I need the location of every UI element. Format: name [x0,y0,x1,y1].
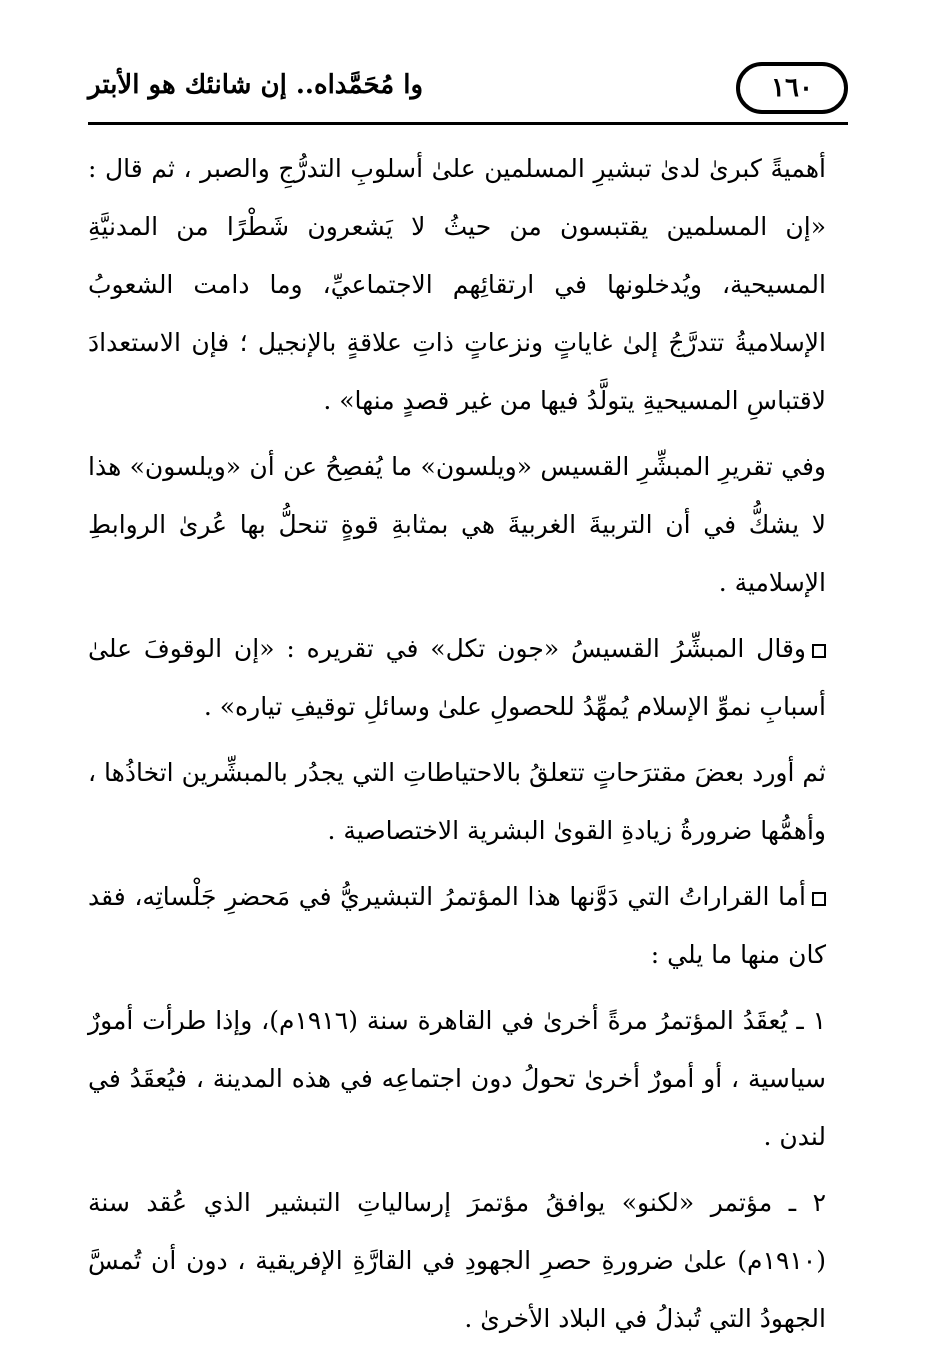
running-title: وا مُحَمَّداه.. إن شانئك هو الأبتر [88,70,424,100]
square-bullet-icon [812,644,826,658]
paragraph-3 [88,620,826,736]
body-text [88,140,826,1348]
square-bullet-icon [812,892,826,906]
paragraph-text: ١ ـ يُعقَدُ المؤتمرُ مرةً أخرىٰ في القاهرة سنة (١٩١٦م)، وإذا طرأت أمورٌ سياسية ، أو أمورٌ أخرىٰ تحولُ دون اجتماعِه في هذه المدينة ، فيُعقَدُ في لندن . [88,1006,826,1151]
page-header [88,60,848,130]
header-rule [88,122,848,125]
paragraph-text: ثم أورد بعضَ مقترَحاتٍ تتعلقُ بالاحتياطاتِ التي يجدُر بالمبشِّرين اتخاذُها ، وأهمُّها ضرورةُ زيادةِ القوىٰ البشرية الاختصاصية . [88,758,826,845]
paragraph-7 [88,1174,826,1348]
paragraph-text: وقال المبشِّرُ القسيسُ «جون تكل» في تقريره : «إن الوقوفَ علىٰ أسبابِ نموِّ الإسلام يُمهِّدُ للحصولِ علىٰ وسائلِ توقيفِ تياره» . [88,634,826,721]
paragraph-text: أهميةً كبرىٰ لدىٰ تبشيرِ المسلمين علىٰ أسلوبِ التدرُّجِ والصبر ، ثم قال : «إن المسلمين يقتبسون من حيثُ لا يَشعرون شَطْرًا من المدنيَّةِ المسيحية، ويُدخلونها في ارتقائِهم الاجتماعيِّ، وما دامت الشعوبُ الإسلاميةُ تتدرَّجُ إلىٰ غاياتٍ ونزعاتٍ ذاتِ علاقةٍ بالإنجيل ؛ فإن الاستعدادَ لاقتباسِ المسيحيةِ يتولَّدُ فيها من غير قصدٍ منها» . [88,154,826,415]
paragraph-text: وفي تقريرِ المبشِّرِ القسيس «ويلسون» ما يُفصِحُ عن أن «ويلسون» هذا لا يشكُّ في أن التربيةَ الغربيةَ هي بمثابةِ قوةٍ تنحلُّ بها عُرىٰ الروابطِ الإسلامية . [88,452,826,597]
paragraph-6 [88,992,826,1166]
paragraph-text: ٢ ـ مؤتمر «لكنو» يوافقُ مؤتمرَ إرسالياتِ التبشير الذي عُقد سنة (١٩١٠م) علىٰ ضرورةِ حصرِ الجهودِ في القارَّةِ الإفريقية ، دون أن تُمسَّ الجهودُ التي تُبذلُ في البلاد الأخرىٰ . [88,1188,826,1333]
paragraph-1 [88,140,826,430]
paragraph-text: أما القراراتُ التي دَوَّنها هذا المؤتمرُ التبشيريُّ في مَحضرِ جَلْساتِه، فقد كان منها ما يلي : [88,882,826,969]
paragraph-4 [88,744,826,860]
paragraph-2 [88,438,826,612]
paragraph-5 [88,868,826,984]
page-number: ١٦٠ [736,62,848,114]
